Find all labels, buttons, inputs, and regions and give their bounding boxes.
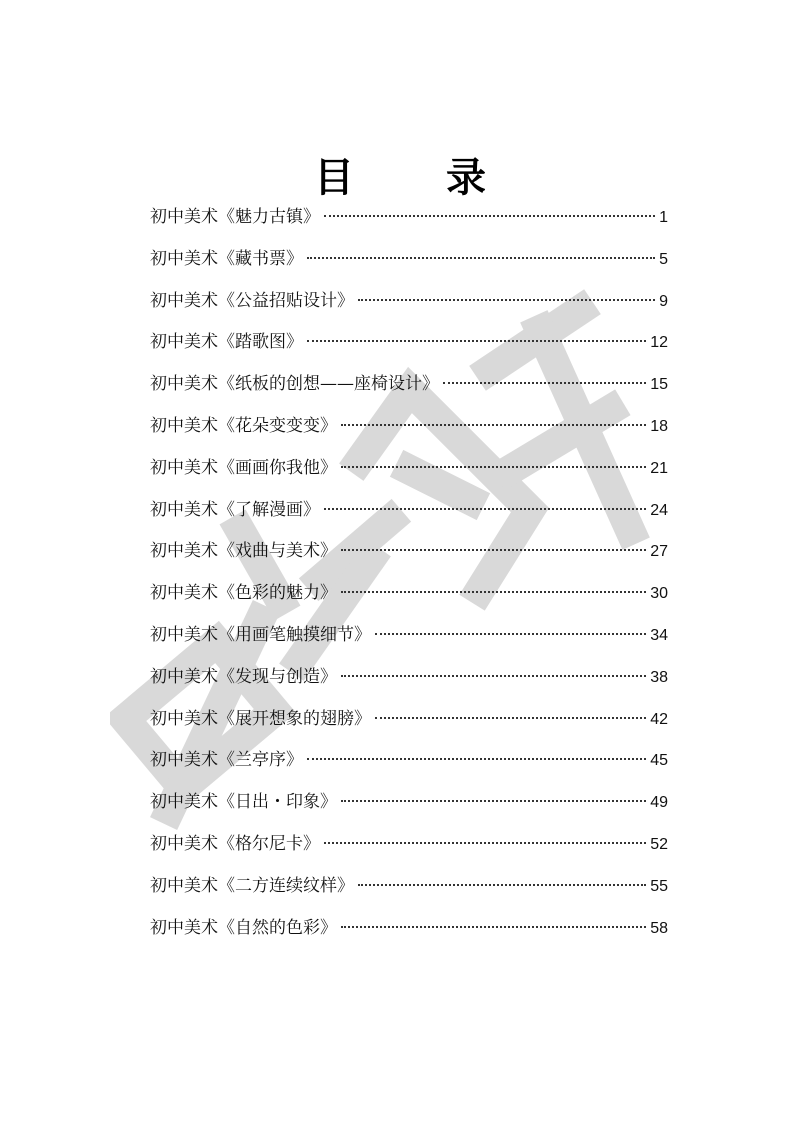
entry-title: 初中美术《戏曲与美术》 [150,541,337,562]
entry-page-number: 52 [650,835,668,853]
entry-title: 初中美术《花朵变变变》 [150,415,337,436]
entry-page-number: 42 [650,710,668,728]
toc-entry[interactable] [150,322,668,364]
entry-page-number: 5 [659,250,668,268]
dot-leader [307,340,646,342]
toc-entry[interactable] [150,364,668,406]
entry-page-number: 34 [650,626,668,644]
dot-leader [443,382,646,384]
toc-entry[interactable] [150,615,668,657]
entry-title: 初中美术《日出・印象》 [150,792,337,813]
toc-entry[interactable] [150,866,668,908]
entry-page-number: 27 [650,543,668,561]
toc-entry[interactable] [150,908,668,950]
entry-page-number: 45 [650,752,668,770]
toc-entry[interactable] [150,824,668,866]
entry-page-number: 9 [659,292,668,310]
table-of-contents [150,197,668,949]
dot-leader [341,591,646,593]
dot-leader [307,758,646,760]
dot-leader [341,466,646,468]
dot-leader [375,633,646,635]
entry-page-number: 15 [650,376,668,394]
toc-entry[interactable] [150,197,668,239]
entry-page-number: 24 [650,501,668,519]
entry-title: 初中美术《发现与创造》 [150,666,337,687]
entry-page-number: 58 [650,919,668,937]
entry-page-number: 1 [659,209,668,226]
toc-entry[interactable] [150,657,668,699]
dot-leader [341,675,646,677]
entry-title: 初中美术《格尔尼卡》 [150,833,320,854]
dot-leader [324,842,646,844]
dot-leader [358,299,655,301]
dot-leader [341,424,646,426]
page-title: 目 录 [314,154,512,201]
dot-leader [324,215,655,217]
entry-title: 初中美术《纸板的创想——座椅设计》 [150,374,439,395]
entry-title: 初中美术《公益招贴设计》 [150,290,354,311]
entry-page-number: 38 [650,668,668,686]
entry-page-number: 18 [650,417,668,435]
toc-entry[interactable] [150,740,668,782]
dot-leader [341,800,646,802]
toc-entry[interactable] [150,490,668,532]
entry-title: 初中美术《踏歌图》 [150,332,303,353]
entry-title: 初中美术《色彩的魅力》 [150,583,337,604]
toc-entry[interactable] [150,573,668,615]
entry-page-number: 30 [650,585,668,603]
entry-title: 初中美术《用画笔触摸细节》 [150,624,371,645]
dot-leader [358,884,646,886]
toc-entry[interactable] [150,782,668,824]
entry-title: 初中美术《自然的色彩》 [150,917,337,938]
toc-entry[interactable] [150,531,668,573]
entry-title: 初中美术《二方连续纹样》 [150,875,354,896]
entry-title: 初中美术《兰亭序》 [150,750,303,771]
toc-entry[interactable] [150,448,668,490]
entry-page-number: 55 [650,877,668,895]
dot-leader [341,549,646,551]
dot-leader [375,717,646,719]
dot-leader [341,926,646,928]
dot-leader [324,508,646,510]
toc-entry[interactable] [150,239,668,281]
toc-entry[interactable] [150,406,668,448]
entry-page-number: 21 [650,459,668,477]
dot-leader [307,257,655,259]
entry-title: 初中美术《画画你我他》 [150,457,337,478]
entry-page-number: 49 [650,794,668,812]
toc-entry[interactable] [150,699,668,741]
entry-page-number: 12 [650,334,668,352]
entry-title: 初中美术《魅力古镇》 [150,207,320,227]
entry-title: 初中美术《藏书票》 [150,248,303,269]
entry-title: 初中美术《展开想象的翅膀》 [150,708,371,729]
toc-entry[interactable] [150,281,668,323]
entry-title: 初中美术《了解漫画》 [150,499,320,520]
